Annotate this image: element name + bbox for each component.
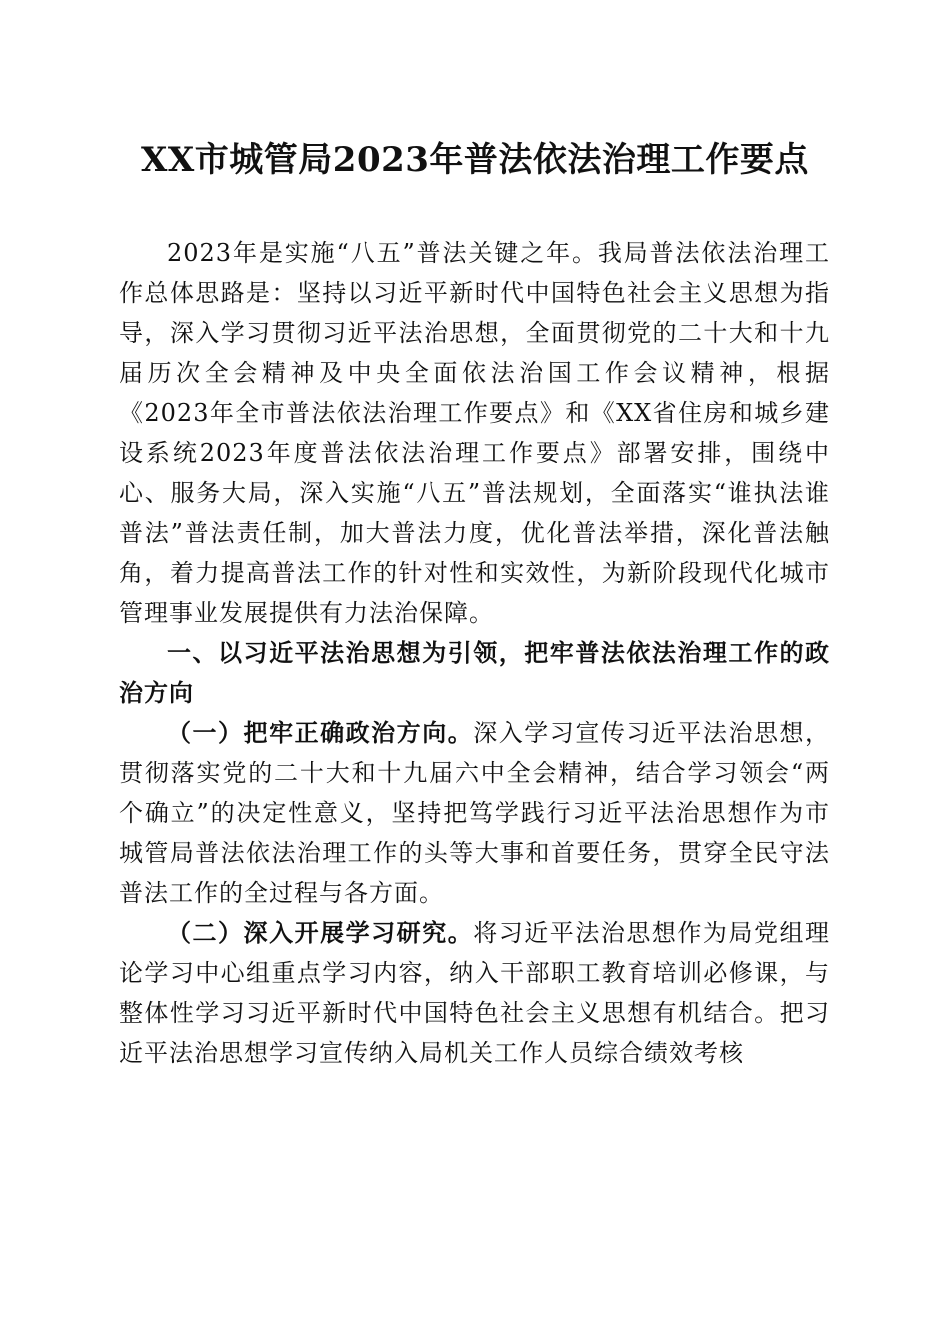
item-text-1: 深入学习宣传习近平法治思想，贯彻落实党的二十大和十九届六中全会精神，结合学习领会“两个确立”的决定性意义，坚持把笃学践行习近平法治思想作为市城管局普法依法治理工作的头等大事和首要任务，贯穿全民守法普法工作的全过程与各方面。 (119, 719, 831, 907)
document-body (119, 233, 830, 1073)
item-lead-1: （一）把牢正确政治方向。 (167, 718, 474, 747)
section-heading-1: 一、以习近平法治思想为引领，把牢普法依法治理工作的政治方向 (119, 638, 830, 707)
item-paragraph-1 (119, 713, 830, 913)
item-paragraph-2 (119, 913, 830, 1073)
item-lead-2: （二）深入开展学习研究。 (167, 918, 474, 947)
intro-paragraph: 2023年是实施“八五”普法关键之年。我局普法依法治理工作总体思路是：坚持以习近平新时代中国特色社会主义思想为指导，深入学习贯彻习近平法治思想，全面贯彻党的二十大和十九届历次全会精神及中央全面依法治国工作会议精神，根据《2023年全市普法依法治理工作要点》和《XX省住房和城乡建设系统2023年度普法依法治理工作要点》部署安排，围绕中心、服务大局，深入实施“八五”普法规划，全面落实“谁执法谁普法”普法责任制，加大普法力度，优化普法举措，深化普法触角，着力提高普法工作的针对性和实效性，为新阶段现代化城市管理事业发展提供有力法治保障。 (119, 239, 830, 627)
item-text-2: 将习近平法治思想作为局党组理论学习中心组重点学习内容，纳入干部职工教育培训必修课，与整体性学习习近平新时代中国特色社会主义思想有机结合。把习近平法治思想学习宣传纳入局机关工作人员综合绩效考核 (119, 919, 831, 1067)
document-title: XX市城管局2023年普法依法治理工作要点 (141, 140, 809, 180)
